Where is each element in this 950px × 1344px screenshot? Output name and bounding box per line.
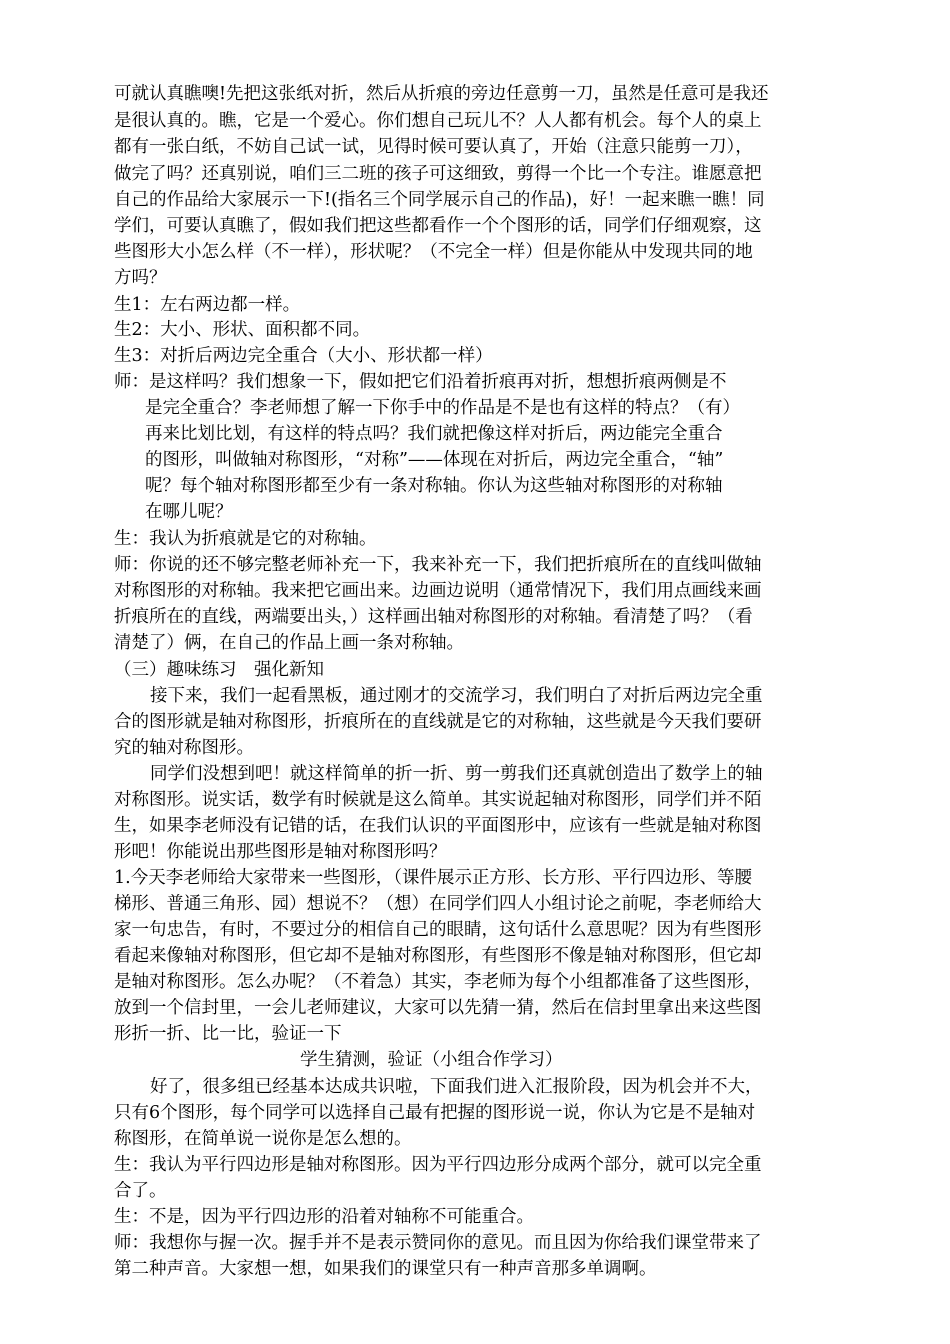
paragraph-line: 梯形、普通三角形、园）想说不？（想）在同学们四人小组讨论之前呢，李老师给大 [114, 894, 762, 914]
paragraph-line: 放到一个信封里，一会儿老师建议，大家可以先猜一猜，然后在信封里拿出来这些图 [114, 998, 762, 1018]
paragraph-line: 1.今天李老师给大家带来一些图形，（课件展示正方形、长方形、平行四边形、等腰 [114, 868, 752, 888]
paragraph-line: 可就认真瞧噢!先把这张纸对折，然后从折痕的旁边任意剪一刀，虽然是任意可是我还 [114, 84, 769, 104]
dialogue-line: 呢？每个轴对称图形都至少有一条对称轴。你认为这些轴对称图形的对称轴 [145, 476, 723, 496]
paragraph-line: 好了，很多组已经基本达成共识啦，下面我们进入汇报阶段，因为机会并不大， [150, 1077, 763, 1097]
paragraph-line: 只有6个图形，每个同学可以选择自己最有把握的图形说一说，你认为它是不是轴对 [114, 1103, 756, 1123]
paragraph-line: 学们，可要认真瞧了，假如我们把这些都看作一个个图形的话，同学们仔细观察，这 [114, 216, 762, 236]
dialogue-line: 是完全重合？李老师想了解一下你手中的作品是不是也有这样的特点？（有） [145, 398, 740, 418]
paragraph-line: 对称图形。说实话，数学有时候就是这么简单。其实说起轴对称图形，同学们并不陌 [114, 790, 762, 810]
paragraph-line: 合的图形就是轴对称图形，折痕所在的直线就是它的对称轴，这些就是今天我们要研 [114, 712, 762, 732]
dialogue-line: 生：不是，因为平行四边形的沿着对轴称不可能重合。 [114, 1207, 534, 1227]
dialogue-line: 折痕所在的直线，两端要出头，）这样画出轴对称图形的对称轴。看清楚了吗？（看 [114, 607, 753, 627]
paragraph-line: 看起来像轴对称图形，但它却不是轴对称图形，有些图形不像是轴对称图形，但它却 [114, 946, 762, 966]
activity-label: 学生猜测，验证（小组合作学习） [300, 1050, 563, 1070]
paragraph-line: 方吗？ [114, 268, 167, 288]
dialogue-line: 合了。 [114, 1181, 167, 1201]
dialogue-line: 生2：大小、形状、面积都不同。 [114, 320, 371, 340]
paragraph-line: 些图形大小怎么样（不一样），形状呢？（不完全一样）但是你能从中发现共同的地 [114, 242, 753, 262]
dialogue-line: 再来比划比划，有这样的特点吗？我们就把像这样对折后，两边能完全重合 [145, 424, 723, 444]
paragraph-line: 接下来，我们一起看黑板，通过刚才的交流学习，我们明白了对折后两边完全重 [150, 686, 763, 706]
paragraph-line: 形折一折、比一比，验证一下 [114, 1024, 342, 1044]
paragraph-line: 生，如果李老师没有记错的话，在我们认识的平面图形中，应该有一些就是轴对称图 [114, 816, 762, 836]
paragraph-line: 形吧！你能说出那些图形是轴对称图形吗？ [114, 842, 447, 862]
paragraph-line: 称图形，在简单说一说你是怎么想的。 [114, 1129, 412, 1149]
paragraph-line: 是很认真的。瞧，它是一个爱心。你们想自己玩儿不？人人都有机会。每个人的桌上 [114, 111, 762, 131]
paragraph-line: 都有一张白纸，不妨自己试一试，见得时候可要认真了，开始（注意只能剪一刀）， [114, 137, 753, 157]
dialogue-line: 第二种声音。大家想一想，如果我们的课堂只有一种声音那多单调啊。 [114, 1259, 657, 1279]
dialogue-line: 生：我认为折痕就是它的对称轴。 [114, 529, 377, 549]
dialogue-line: 对称图形的对称轴。我来把它画出来。边画边说明（通常情况下，我们用点画线来画 [114, 581, 762, 601]
dialogue-line: 生1：左右两边都一样。 [114, 295, 301, 315]
paragraph-line: 做完了吗？还真别说，咱们三二班的孩子可这细致，剪得一个比一个专注。谁愿意把 [114, 164, 762, 184]
dialogue-line: 师：你说的还不够完整老师补充一下，我来补充一下，我们把折痕所在的直线叫做轴 [114, 555, 762, 575]
dialogue-line: 在哪儿呢？ [145, 502, 233, 522]
paragraph-line: 同学们没想到吧！就这样简单的折一折、剪一剪我们还真就创造出了数学上的轴 [150, 764, 763, 784]
dialogue-line: 师：是这样吗？我们想象一下，假如把它们沿着折痕再对折，想想折痕两侧是不 [114, 372, 727, 392]
dialogue-line: 生3：对折后两边完全重合（大小、形状都一样） [114, 346, 493, 366]
paragraph-line: 家一句忠告，有时，不要过分的相信自己的眼睛，这句话什么意思呢？因为有些图形 [114, 920, 762, 940]
section-heading: （三）趣味练习 强化新知 [114, 660, 324, 680]
dialogue-line: 师：我想你与握一次。握手并不是表示赞同你的意见。而且因为你给我们课堂带来了 [114, 1233, 762, 1253]
paragraph-line: 自己的作品给大家展示一下!(指名三个同学展示自己的作品)，好！一起来瞧一瞧！同 [114, 190, 765, 210]
dialogue-line: 生：我认为平行四边形是轴对称图形。因为平行四边形分成两个部分，就可以完全重 [114, 1155, 762, 1175]
dialogue-line: 的图形，叫做轴对称图形，“对称”——体现在对折后，两边完全重合，“轴” [145, 450, 724, 470]
paragraph-line: 是轴对称图形。怎么办呢？（不着急）其实，李老师为每个小组都准备了这些图形， [114, 972, 762, 992]
dialogue-line: 清楚了）俩，在自己的作品上画一条对称轴。 [114, 633, 464, 653]
paragraph-line: 究的轴对称图形。 [114, 738, 254, 758]
